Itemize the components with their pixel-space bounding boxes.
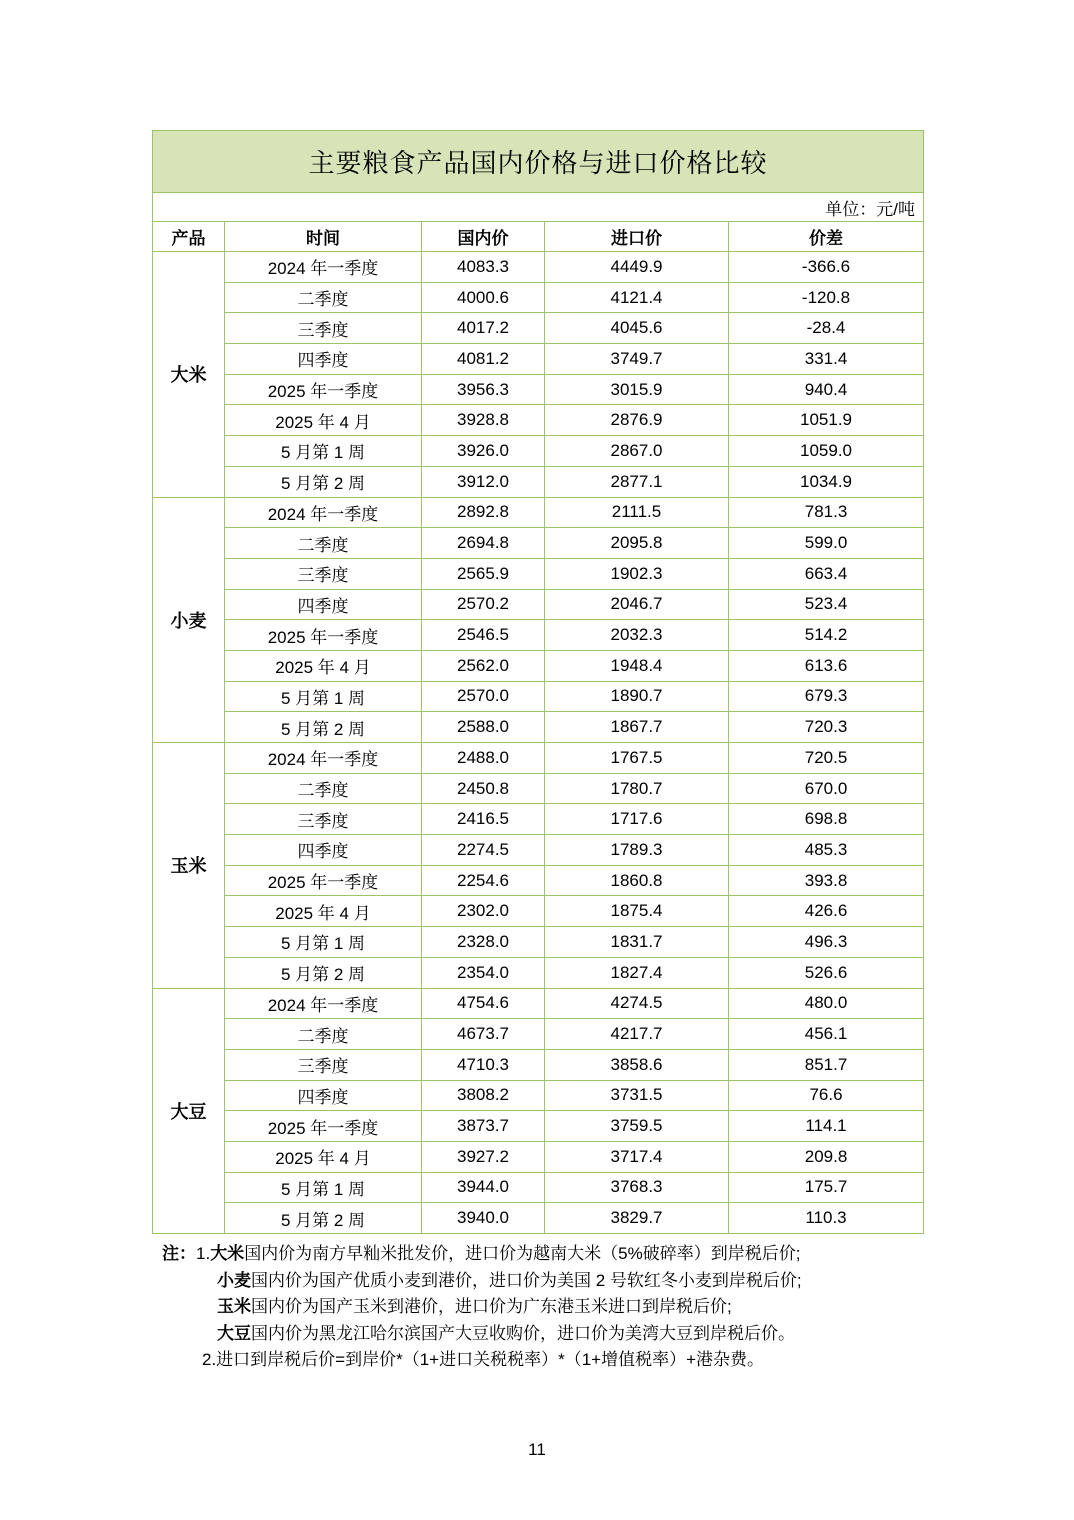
table-row	[153, 1019, 924, 1050]
time-cell: 2025 年 4 月	[225, 1141, 422, 1172]
diff-cell: 851.7	[729, 1049, 924, 1080]
import-cell: 3717.4	[545, 1141, 729, 1172]
domestic-cell: 2302.0	[422, 896, 545, 927]
domestic-cell: 2274.5	[422, 835, 545, 866]
note-corn	[162, 1294, 942, 1321]
import-cell: 1860.8	[545, 865, 729, 896]
table-row	[153, 620, 924, 651]
import-cell: 1831.7	[545, 927, 729, 958]
import-cell: 3759.5	[545, 1111, 729, 1142]
diff-cell: 331.4	[729, 344, 924, 375]
table-row	[153, 466, 924, 497]
table-row	[153, 835, 924, 866]
time-cell: 2025 年一季度	[225, 1111, 422, 1142]
diff-cell: 720.3	[729, 712, 924, 743]
domestic-cell: 3926.0	[422, 436, 545, 467]
import-cell: 3829.7	[545, 1203, 729, 1234]
table-row	[153, 743, 924, 774]
diff-cell: 698.8	[729, 804, 924, 835]
domestic-cell: 4083.3	[422, 252, 545, 283]
table-row	[153, 558, 924, 589]
import-cell: 1875.4	[545, 896, 729, 927]
note-corn-text: 国内价为国产玉米到港价，进口价为广东港玉米进口到岸税后价;	[251, 1297, 732, 1316]
import-cell: 1717.6	[545, 804, 729, 835]
domestic-cell: 2450.8	[422, 773, 545, 804]
time-cell: 2025 年一季度	[225, 865, 422, 896]
note-1-number: 1.	[196, 1244, 211, 1263]
import-cell: 4217.7	[545, 1019, 729, 1050]
diff-cell: 599.0	[729, 528, 924, 559]
import-cell: 1867.7	[545, 712, 729, 743]
table-row	[153, 927, 924, 958]
table-row	[153, 344, 924, 375]
diff-cell: 1059.0	[729, 436, 924, 467]
domestic-cell: 2694.8	[422, 528, 545, 559]
domestic-cell: 4081.2	[422, 344, 545, 375]
time-cell: 二季度	[225, 1019, 422, 1050]
domestic-cell: 2588.0	[422, 712, 545, 743]
table-row	[153, 497, 924, 528]
time-cell: 5 月第 1 周	[225, 681, 422, 712]
header-product: 产品	[153, 222, 225, 252]
table-row	[153, 528, 924, 559]
time-cell: 四季度	[225, 835, 422, 866]
note-wheat	[162, 1268, 942, 1295]
import-cell: 4045.6	[545, 313, 729, 344]
import-cell: 4121.4	[545, 282, 729, 313]
diff-cell: 526.6	[729, 957, 924, 988]
import-cell: 3749.7	[545, 344, 729, 375]
unit-label: 单位：元/吨	[153, 193, 924, 222]
table-row	[153, 374, 924, 405]
diff-cell: 1051.9	[729, 405, 924, 436]
domestic-cell: 3956.3	[422, 374, 545, 405]
header-row	[153, 222, 924, 252]
import-cell: 2877.1	[545, 466, 729, 497]
table-row	[153, 282, 924, 313]
time-cell: 二季度	[225, 282, 422, 313]
note-soy	[162, 1321, 942, 1348]
table-row	[153, 773, 924, 804]
time-cell: 2025 年 4 月	[225, 650, 422, 681]
product-cell: 大米	[153, 252, 225, 498]
table-row	[153, 1172, 924, 1203]
import-cell: 2046.7	[545, 589, 729, 620]
domestic-cell: 2328.0	[422, 927, 545, 958]
import-cell: 1767.5	[545, 743, 729, 774]
import-cell: 1890.7	[545, 681, 729, 712]
time-cell: 四季度	[225, 589, 422, 620]
diff-cell: 523.4	[729, 589, 924, 620]
domestic-cell: 2562.0	[422, 650, 545, 681]
domestic-cell: 2546.5	[422, 620, 545, 651]
table-row	[153, 681, 924, 712]
product-cell: 小麦	[153, 497, 225, 743]
time-cell: 二季度	[225, 773, 422, 804]
diff-cell: 480.0	[729, 988, 924, 1019]
diff-cell: -366.6	[729, 252, 924, 283]
time-cell: 2024 年一季度	[225, 252, 422, 283]
table-row	[153, 1049, 924, 1080]
notes-label: 注：	[162, 1244, 196, 1263]
diff-cell: -28.4	[729, 313, 924, 344]
time-cell: 二季度	[225, 528, 422, 559]
note-2: 2.进口到岸税后价=到岸价*（1+进口关税税率）*（1+增值税率）+港杂费。	[202, 1350, 765, 1369]
table-row	[153, 313, 924, 344]
table-row	[153, 1111, 924, 1142]
table-row	[153, 896, 924, 927]
page-number: 11	[528, 1440, 546, 1459]
import-cell: 4449.9	[545, 252, 729, 283]
time-cell: 5 月第 1 周	[225, 1172, 422, 1203]
domestic-cell: 2354.0	[422, 957, 545, 988]
note-rice-text: 国内价为南方早籼米批发价，进口价为越南大米（5%破碎率）到岸税后价;	[244, 1244, 801, 1263]
import-cell: 2867.0	[545, 436, 729, 467]
domestic-cell: 4000.6	[422, 282, 545, 313]
import-cell: 2111.5	[545, 497, 729, 528]
diff-cell: 1034.9	[729, 466, 924, 497]
table-row	[153, 957, 924, 988]
header-diff: 价差	[729, 222, 924, 252]
time-cell: 5 月第 2 周	[225, 466, 422, 497]
domestic-cell: 3808.2	[422, 1080, 545, 1111]
table-row	[153, 1080, 924, 1111]
table-row	[153, 712, 924, 743]
diff-cell: 940.4	[729, 374, 924, 405]
time-cell: 三季度	[225, 804, 422, 835]
note-soy-name: 大豆	[217, 1323, 251, 1343]
note-wheat-text: 国内价为国产优质小麦到港价，进口价为美国 2 号软红冬小麦到岸税后价;	[251, 1270, 802, 1290]
time-cell: 三季度	[225, 1049, 422, 1080]
table-row	[153, 650, 924, 681]
import-cell: 3015.9	[545, 374, 729, 405]
diff-cell: 110.3	[729, 1203, 924, 1234]
domestic-cell: 2570.2	[422, 589, 545, 620]
header-import: 进口价	[545, 222, 729, 252]
header-domestic: 国内价	[422, 222, 545, 252]
time-cell: 三季度	[225, 558, 422, 589]
domestic-cell: 3944.0	[422, 1172, 545, 1203]
import-cell: 3858.6	[545, 1049, 729, 1080]
diff-cell: 76.6	[729, 1080, 924, 1111]
diff-cell: 426.6	[729, 896, 924, 927]
time-cell: 2025 年一季度	[225, 374, 422, 405]
time-cell: 四季度	[225, 1080, 422, 1111]
header-time: 时间	[225, 222, 422, 252]
time-cell: 四季度	[225, 344, 422, 375]
diff-cell: 393.8	[729, 865, 924, 896]
domestic-cell: 4754.6	[422, 988, 545, 1019]
diff-cell: 781.3	[729, 497, 924, 528]
diff-cell: 670.0	[729, 773, 924, 804]
time-cell: 2025 年 4 月	[225, 405, 422, 436]
domestic-cell: 3873.7	[422, 1111, 545, 1142]
table-row	[153, 1203, 924, 1234]
domestic-cell: 2416.5	[422, 804, 545, 835]
notes	[162, 1241, 942, 1374]
time-cell: 2025 年一季度	[225, 620, 422, 651]
import-cell: 1789.3	[545, 835, 729, 866]
product-cell: 大豆	[153, 988, 225, 1234]
diff-cell: 175.7	[729, 1172, 924, 1203]
import-cell: 1902.3	[545, 558, 729, 589]
diff-cell: 663.4	[729, 558, 924, 589]
table-row	[153, 804, 924, 835]
import-cell: 1948.4	[545, 650, 729, 681]
domestic-cell: 2570.0	[422, 681, 545, 712]
table-row	[153, 436, 924, 467]
diff-cell: 679.3	[729, 681, 924, 712]
price-comparison-table	[152, 130, 924, 1234]
table-row	[153, 589, 924, 620]
domestic-cell: 4710.3	[422, 1049, 545, 1080]
time-cell: 5 月第 2 周	[225, 957, 422, 988]
note-wheat-name: 小麦	[217, 1270, 251, 1290]
note-rice	[162, 1241, 942, 1268]
table-row	[153, 988, 924, 1019]
import-cell: 4274.5	[545, 988, 729, 1019]
note-soy-text: 国内价为黑龙江哈尔滨国产大豆收购价，进口价为美湾大豆到岸税后价。	[251, 1323, 795, 1343]
time-cell: 5 月第 1 周	[225, 927, 422, 958]
product-cell: 玉米	[153, 743, 225, 989]
time-cell: 5 月第 2 周	[225, 1203, 422, 1234]
diff-cell: 496.3	[729, 927, 924, 958]
domestic-cell: 3940.0	[422, 1203, 545, 1234]
diff-cell: 456.1	[729, 1019, 924, 1050]
diff-cell: 720.5	[729, 743, 924, 774]
diff-cell: -120.8	[729, 282, 924, 313]
note-corn-name: 玉米	[217, 1297, 251, 1316]
domestic-cell: 3928.8	[422, 405, 545, 436]
domestic-cell: 2254.6	[422, 865, 545, 896]
import-cell: 2876.9	[545, 405, 729, 436]
import-cell: 3768.3	[545, 1172, 729, 1203]
time-cell: 2025 年 4 月	[225, 896, 422, 927]
time-cell: 5 月第 1 周	[225, 436, 422, 467]
domestic-cell: 4673.7	[422, 1019, 545, 1050]
domestic-cell: 4017.2	[422, 313, 545, 344]
domestic-cell: 2488.0	[422, 743, 545, 774]
domestic-cell: 2892.8	[422, 497, 545, 528]
table-title: 主要粮食产品国内价格与进口价格比较	[153, 131, 924, 193]
import-cell: 1827.4	[545, 957, 729, 988]
import-cell: 2032.3	[545, 620, 729, 651]
time-cell: 2024 年一季度	[225, 497, 422, 528]
import-cell: 1780.7	[545, 773, 729, 804]
table-row	[153, 865, 924, 896]
diff-cell: 613.6	[729, 650, 924, 681]
diff-cell: 514.2	[729, 620, 924, 651]
table-row	[153, 252, 924, 283]
time-cell: 5 月第 2 周	[225, 712, 422, 743]
diff-cell: 114.1	[729, 1111, 924, 1142]
diff-cell: 209.8	[729, 1141, 924, 1172]
time-cell: 三季度	[225, 313, 422, 344]
diff-cell: 485.3	[729, 835, 924, 866]
import-cell: 3731.5	[545, 1080, 729, 1111]
domestic-cell: 3927.2	[422, 1141, 545, 1172]
table-row	[153, 1141, 924, 1172]
import-cell: 2095.8	[545, 528, 729, 559]
time-cell: 2024 年一季度	[225, 988, 422, 1019]
note-rice-name: 大米	[210, 1244, 245, 1263]
domestic-cell: 3912.0	[422, 466, 545, 497]
table-row	[153, 405, 924, 436]
time-cell: 2024 年一季度	[225, 743, 422, 774]
domestic-cell: 2565.9	[422, 558, 545, 589]
